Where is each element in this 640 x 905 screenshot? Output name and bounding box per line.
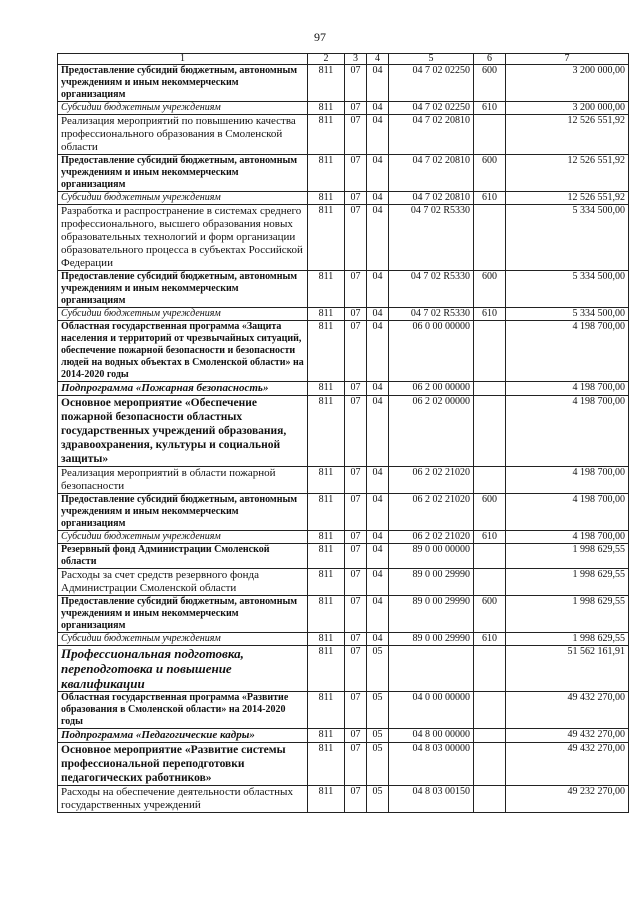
row-target-article-cell: 89 0 00 00000	[389, 544, 474, 569]
row-target-article-cell: 04 7 02 R5330	[389, 308, 474, 321]
row-ministry-code-cell: 811	[308, 382, 345, 396]
row-ministry-code-cell: 811	[308, 743, 345, 786]
row-amount-cell: 5 334 500,00	[506, 308, 629, 321]
row-expense-type-cell	[474, 205, 506, 271]
row-amount-cell: 1 998 629,55	[506, 596, 629, 633]
row-name-cell: Предоставление субсидий бюджетным, автономным учреждениям и иным некоммерческим организациям	[58, 271, 308, 308]
row-subsection-cell: 04	[367, 321, 389, 382]
table-row	[58, 729, 629, 743]
row-section-cell: 07	[345, 743, 367, 786]
header-cell: 7	[506, 54, 629, 65]
table-row	[58, 321, 629, 382]
row-amount-cell: 49 432 270,00	[506, 692, 629, 729]
row-target-article-cell: 04 7 02 20810	[389, 155, 474, 192]
table-row	[58, 692, 629, 729]
table-row	[58, 382, 629, 396]
row-subsection-cell: 04	[367, 308, 389, 321]
row-subsection-cell: 05	[367, 743, 389, 786]
row-target-article-cell: 04 7 02 02250	[389, 65, 474, 102]
row-amount-cell: 3 200 000,00	[506, 102, 629, 115]
row-expense-type-cell: 610	[474, 531, 506, 544]
row-target-article-cell: 04 7 02 R5330	[389, 271, 474, 308]
row-ministry-code-cell: 811	[308, 308, 345, 321]
row-section-cell: 07	[345, 396, 367, 467]
row-expense-type-cell: 610	[474, 192, 506, 205]
table-row	[58, 65, 629, 102]
table-row	[58, 633, 629, 646]
row-name-cell: Реализация мероприятий по повышению качества профессионального образования в Смоленской области	[58, 115, 308, 155]
row-target-article-cell: 04 7 02 R5330	[389, 205, 474, 271]
row-target-article-cell	[389, 646, 474, 692]
table-row	[58, 786, 629, 813]
row-section-cell: 07	[345, 271, 367, 308]
header-cell: 6	[474, 54, 506, 65]
row-name-cell: Предоставление субсидий бюджетным, автономным учреждениям и иным некоммерческим организациям	[58, 494, 308, 531]
row-ministry-code-cell: 811	[308, 102, 345, 115]
row-amount-cell: 4 198 700,00	[506, 467, 629, 494]
row-name-cell: Предоставление субсидий бюджетным, автономным учреждениям и иным некоммерческим организациям	[58, 155, 308, 192]
row-target-article-cell: 04 8 03 00000	[389, 743, 474, 786]
row-section-cell: 07	[345, 692, 367, 729]
row-section-cell: 07	[345, 531, 367, 544]
row-ministry-code-cell: 811	[308, 321, 345, 382]
row-subsection-cell: 04	[367, 271, 389, 308]
row-section-cell: 07	[345, 115, 367, 155]
row-target-article-cell: 06 2 02 00000	[389, 396, 474, 467]
row-expense-type-cell	[474, 743, 506, 786]
row-expense-type-cell	[474, 467, 506, 494]
table-row	[58, 155, 629, 192]
row-name-cell: Разработка и распространение в системах среднего профессионального, высшего образования новых образовательных технологий и форм организации образовательного процесса в субъектах Российской Федерации	[58, 205, 308, 271]
row-subsection-cell: 05	[367, 692, 389, 729]
row-section-cell: 07	[345, 321, 367, 382]
row-expense-type-cell: 610	[474, 102, 506, 115]
row-amount-cell: 5 334 500,00	[506, 205, 629, 271]
row-target-article-cell: 89 0 00 29990	[389, 569, 474, 596]
table-row	[58, 192, 629, 205]
row-target-article-cell: 04 7 02 02250	[389, 102, 474, 115]
row-name-cell: Расходы на обеспечение деятельности областных государственных учреждений	[58, 786, 308, 813]
row-name-cell: Резервный фонд Администрации Смоленской области	[58, 544, 308, 569]
header-cell: 1	[58, 54, 308, 65]
row-target-article-cell: 06 2 02 21020	[389, 467, 474, 494]
row-name-cell: Профессиональная подготовка, переподготовка и повышение квалификации	[58, 646, 308, 692]
row-subsection-cell: 04	[367, 115, 389, 155]
row-target-article-cell: 06 2 00 00000	[389, 382, 474, 396]
header-cell: 5	[389, 54, 474, 65]
row-expense-type-cell	[474, 115, 506, 155]
row-subsection-cell: 04	[367, 633, 389, 646]
row-expense-type-cell: 610	[474, 633, 506, 646]
row-amount-cell: 49 232 270,00	[506, 786, 629, 813]
row-name-cell: Основное мероприятие «Обеспечение пожарной безопасности областных государственных учреждений образования, здравоохранения, культуры и социальной защиты»	[58, 396, 308, 467]
table-row	[58, 205, 629, 271]
table-header-row	[58, 54, 629, 65]
row-name-cell: Областная государственная программа «Развитие образования в Смоленской области» на 2014-2020 годы	[58, 692, 308, 729]
row-ministry-code-cell: 811	[308, 596, 345, 633]
row-expense-type-cell	[474, 544, 506, 569]
row-amount-cell: 4 198 700,00	[506, 396, 629, 467]
row-amount-cell: 3 200 000,00	[506, 65, 629, 102]
row-subsection-cell: 04	[367, 382, 389, 396]
row-section-cell: 07	[345, 494, 367, 531]
row-expense-type-cell	[474, 729, 506, 743]
row-ministry-code-cell: 811	[308, 155, 345, 192]
table-row	[58, 396, 629, 467]
row-subsection-cell: 04	[367, 205, 389, 271]
header-cell: 3	[345, 54, 367, 65]
row-name-cell: Реализация мероприятий в области пожарной безопасности	[58, 467, 308, 494]
row-subsection-cell: 04	[367, 396, 389, 467]
row-expense-type-cell	[474, 646, 506, 692]
row-subsection-cell: 05	[367, 786, 389, 813]
row-ministry-code-cell: 811	[308, 467, 345, 494]
row-amount-cell: 12 526 551,92	[506, 115, 629, 155]
row-subsection-cell: 04	[367, 569, 389, 596]
row-subsection-cell: 04	[367, 192, 389, 205]
row-name-cell: Субсидии бюджетным учреждениям	[58, 102, 308, 115]
row-ministry-code-cell: 811	[308, 205, 345, 271]
row-ministry-code-cell: 811	[308, 494, 345, 531]
row-section-cell: 07	[345, 646, 367, 692]
row-ministry-code-cell: 811	[308, 692, 345, 729]
row-expense-type-cell: 600	[474, 271, 506, 308]
row-ministry-code-cell: 811	[308, 729, 345, 743]
row-subsection-cell: 04	[367, 467, 389, 494]
row-expense-type-cell	[474, 692, 506, 729]
row-amount-cell: 51 562 161,91	[506, 646, 629, 692]
table-row	[58, 544, 629, 569]
row-ministry-code-cell: 811	[308, 271, 345, 308]
row-section-cell: 07	[345, 102, 367, 115]
row-subsection-cell: 04	[367, 65, 389, 102]
row-amount-cell: 12 526 551,92	[506, 192, 629, 205]
row-amount-cell: 49 432 270,00	[506, 729, 629, 743]
row-subsection-cell: 04	[367, 155, 389, 192]
table-row	[58, 646, 629, 692]
row-ministry-code-cell: 811	[308, 646, 345, 692]
row-section-cell: 07	[345, 569, 367, 596]
row-section-cell: 07	[345, 596, 367, 633]
row-expense-type-cell	[474, 382, 506, 396]
row-subsection-cell: 04	[367, 494, 389, 531]
row-subsection-cell: 04	[367, 531, 389, 544]
row-expense-type-cell	[474, 396, 506, 467]
row-ministry-code-cell: 811	[308, 633, 345, 646]
row-name-cell: Предоставление субсидий бюджетным, автономным учреждениям и иным некоммерческим организациям	[58, 65, 308, 102]
table-row	[58, 569, 629, 596]
row-name-cell: Подпрограмма «Педагогические кадры»	[58, 729, 308, 743]
row-name-cell: Предоставление субсидий бюджетным, автономным учреждениям и иным некоммерческим организациям	[58, 596, 308, 633]
table-row	[58, 494, 629, 531]
row-section-cell: 07	[345, 786, 367, 813]
row-expense-type-cell: 610	[474, 308, 506, 321]
row-target-article-cell: 04 0 00 00000	[389, 692, 474, 729]
row-name-cell: Субсидии бюджетным учреждениям	[58, 192, 308, 205]
row-amount-cell: 4 198 700,00	[506, 494, 629, 531]
row-name-cell: Основное мероприятие «Развитие системы профессиональной переподготовки педагогических работников»	[58, 743, 308, 786]
row-name-cell: Субсидии бюджетным учреждениям	[58, 308, 308, 321]
row-name-cell: Подпрограмма «Пожарная безопасность»	[58, 382, 308, 396]
row-name-cell: Субсидии бюджетным учреждениям	[58, 633, 308, 646]
row-amount-cell: 4 198 700,00	[506, 382, 629, 396]
row-section-cell: 07	[345, 729, 367, 743]
row-target-article-cell: 06 0 00 00000	[389, 321, 474, 382]
row-section-cell: 07	[345, 467, 367, 494]
row-amount-cell: 1 998 629,55	[506, 544, 629, 569]
row-section-cell: 07	[345, 192, 367, 205]
row-ministry-code-cell: 811	[308, 544, 345, 569]
row-section-cell: 07	[345, 382, 367, 396]
row-ministry-code-cell: 811	[308, 115, 345, 155]
row-ministry-code-cell: 811	[308, 65, 345, 102]
row-name-cell: Расходы за счет средств резервного фонда Администрации Смоленской области	[58, 569, 308, 596]
row-expense-type-cell: 600	[474, 596, 506, 633]
row-ministry-code-cell: 811	[308, 396, 345, 467]
table-row	[58, 531, 629, 544]
row-subsection-cell: 04	[367, 544, 389, 569]
table-row	[58, 271, 629, 308]
budget-table	[57, 53, 629, 813]
row-amount-cell: 1 998 629,55	[506, 633, 629, 646]
row-section-cell: 07	[345, 308, 367, 321]
row-amount-cell: 1 998 629,55	[506, 569, 629, 596]
row-target-article-cell: 89 0 00 29990	[389, 596, 474, 633]
row-target-article-cell: 04 7 02 20810	[389, 192, 474, 205]
row-expense-type-cell	[474, 786, 506, 813]
row-amount-cell: 5 334 500,00	[506, 271, 629, 308]
row-ministry-code-cell: 811	[308, 786, 345, 813]
row-subsection-cell: 04	[367, 596, 389, 633]
row-ministry-code-cell: 811	[308, 531, 345, 544]
row-target-article-cell: 04 7 02 20810	[389, 115, 474, 155]
table-row	[58, 596, 629, 633]
row-ministry-code-cell: 811	[308, 569, 345, 596]
row-amount-cell: 4 198 700,00	[506, 321, 629, 382]
row-target-article-cell: 04 8 03 00150	[389, 786, 474, 813]
row-expense-type-cell: 600	[474, 65, 506, 102]
row-expense-type-cell: 600	[474, 494, 506, 531]
row-name-cell: Областная государственная программа «Защита населения и территорий от чрезвычайных ситуаций, обеспечение пожарной безопасности и безопасности людей на водных объектах в Смоленской области» на 2014-2020 годы	[58, 321, 308, 382]
row-section-cell: 07	[345, 633, 367, 646]
row-target-article-cell: 06 2 02 21020	[389, 531, 474, 544]
table-row	[58, 308, 629, 321]
row-name-cell: Субсидии бюджетным учреждениям	[58, 531, 308, 544]
table-row	[58, 115, 629, 155]
row-expense-type-cell	[474, 321, 506, 382]
row-section-cell: 07	[345, 205, 367, 271]
row-subsection-cell: 05	[367, 729, 389, 743]
row-target-article-cell: 89 0 00 29990	[389, 633, 474, 646]
row-subsection-cell: 04	[367, 102, 389, 115]
row-amount-cell: 4 198 700,00	[506, 531, 629, 544]
row-section-cell: 07	[345, 65, 367, 102]
table-row	[58, 467, 629, 494]
table-row	[58, 743, 629, 786]
row-target-article-cell: 06 2 02 21020	[389, 494, 474, 531]
row-expense-type-cell: 600	[474, 155, 506, 192]
page-number: 97	[314, 30, 326, 44]
row-ministry-code-cell: 811	[308, 192, 345, 205]
row-section-cell: 07	[345, 544, 367, 569]
row-subsection-cell: 05	[367, 646, 389, 692]
header-cell: 4	[367, 54, 389, 65]
row-section-cell: 07	[345, 155, 367, 192]
table-row	[58, 102, 629, 115]
header-cell: 2	[308, 54, 345, 65]
row-amount-cell: 49 432 270,00	[506, 743, 629, 786]
row-target-article-cell: 04 8 00 00000	[389, 729, 474, 743]
row-expense-type-cell	[474, 569, 506, 596]
row-amount-cell: 12 526 551,92	[506, 155, 629, 192]
